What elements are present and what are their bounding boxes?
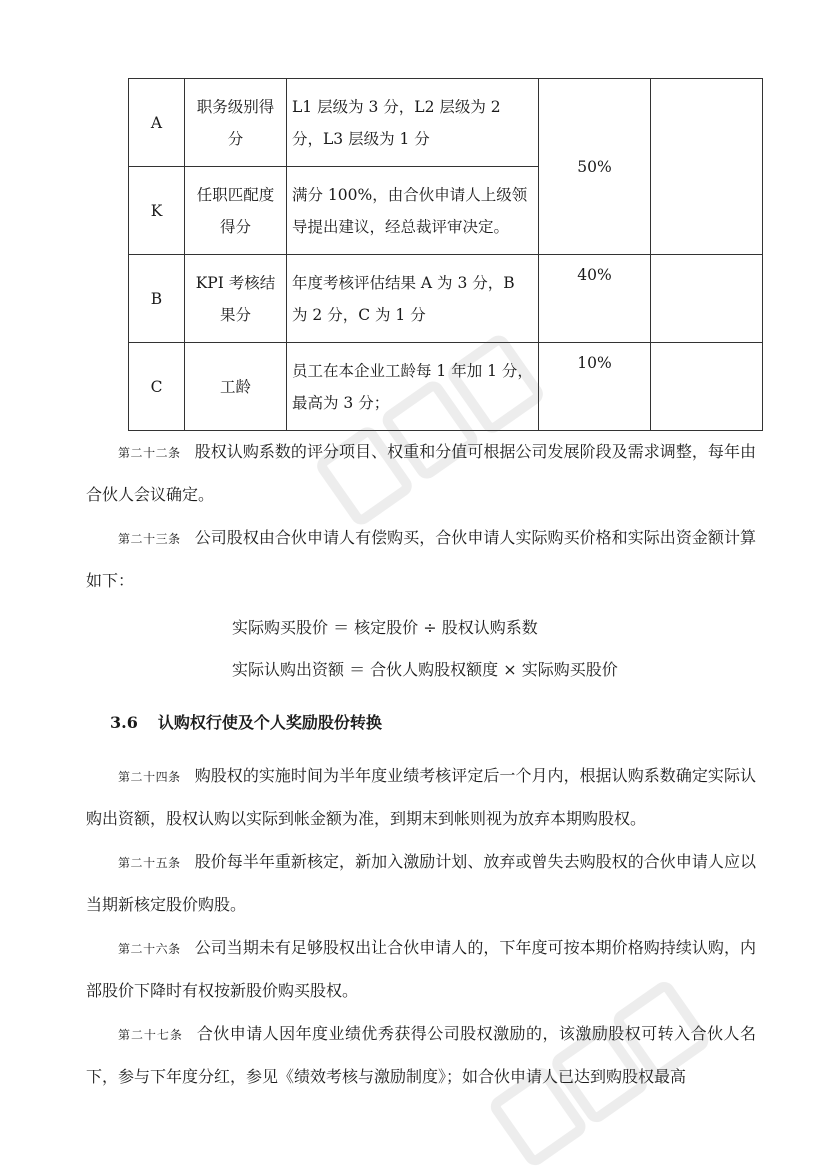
table-row <box>129 255 763 343</box>
row-standard: 员工在本企业工龄每 1 年加 1 分，最高为 3 分； <box>287 343 539 431</box>
row-item: 职务级别得分 <box>185 79 287 167</box>
article-label: 第二十六条 <box>118 942 181 956</box>
row-code: B <box>129 255 185 343</box>
article-label: 第二十五条 <box>118 856 181 870</box>
section-heading <box>110 711 382 735</box>
formula-price: 实际购买股价 ＝ 核定股价 ÷ 股权认购系数 <box>232 618 538 637</box>
article-text: 公司当期未有足够股权出让合伙申请人的，下年度可按本期价格购持续认购，内部股价下降时有权按新股价购买股权。 <box>86 938 756 1000</box>
article-26 <box>86 927 756 1012</box>
article-label: 第二十七条 <box>118 1028 183 1042</box>
article-text: 公司股权由合伙申请人有偿购买，合伙申请人实际购买价格和实际出资金额计算如下： <box>86 528 756 590</box>
row-item: 任职匹配度得分 <box>185 167 287 255</box>
empty-cell <box>651 255 763 343</box>
article-text: 合伙申请人因年度业绩优秀获得公司股权激励的，该激励股权可转入合伙人名下，参与下年度分红，参见《绩效考核与激励制度》；如合伙申请人已达到购股权最高 <box>86 1024 756 1086</box>
article-text: 股价每半年重新核定，新加入激励计划、放弃或曾失去购股权的合伙申请人应以当期新核定股价购股。 <box>86 852 756 914</box>
merged-weight-cell: 50% <box>539 79 651 255</box>
article-text: 股权认购系数的评分项目、权重和分值可根据公司发展阶段及需求调整，每年由合伙人会议确定。 <box>86 442 756 504</box>
table-row <box>129 79 763 167</box>
article-25 <box>86 841 756 926</box>
article-label: 第二十二条 <box>118 446 181 460</box>
section-number: 3.6 <box>110 713 138 732</box>
article-label: 第二十四条 <box>118 770 181 784</box>
empty-cell <box>651 79 763 255</box>
table-row <box>129 343 763 431</box>
article-22 <box>86 431 756 516</box>
article-27 <box>86 1013 756 1098</box>
row-item: 工龄 <box>185 343 287 431</box>
row-weight: 10% <box>539 343 651 431</box>
empty-cell <box>651 343 763 431</box>
section-title: 认购权行使及个人奖励股份转换 <box>157 713 382 732</box>
article-24 <box>86 755 756 840</box>
row-code: A <box>129 79 185 167</box>
formula-amount: 实际认购出资额 ＝ 合伙人购股权额度 × 实际购买股价 <box>232 660 618 679</box>
article-text: 购股权的实施时间为半年度业绩考核评定后一个月内，根据认购系数确定实际认购出资额，股权认购以实际到帐金额为准，到期末到帐则视为放弃本期购股权。 <box>86 766 756 828</box>
row-standard: L1 层级为 3 分，L2 层级为 2 分，L3 层级为 1 分 <box>287 79 539 167</box>
row-item: KPI 考核结果分 <box>185 255 287 343</box>
row-weight: 40% <box>539 255 651 343</box>
scoring-table <box>128 78 763 431</box>
row-standard: 年度考核评估结果 A 为 3 分，B 为 2 分，C 为 1 分 <box>287 255 539 343</box>
row-code: C <box>129 343 185 431</box>
row-standard: 满分 100%，由合伙申请人上级领导提出建议，经总裁评审决定。 <box>287 167 539 255</box>
row-code: K <box>129 167 185 255</box>
article-label: 第二十三条 <box>118 532 181 546</box>
article-23 <box>86 517 756 602</box>
